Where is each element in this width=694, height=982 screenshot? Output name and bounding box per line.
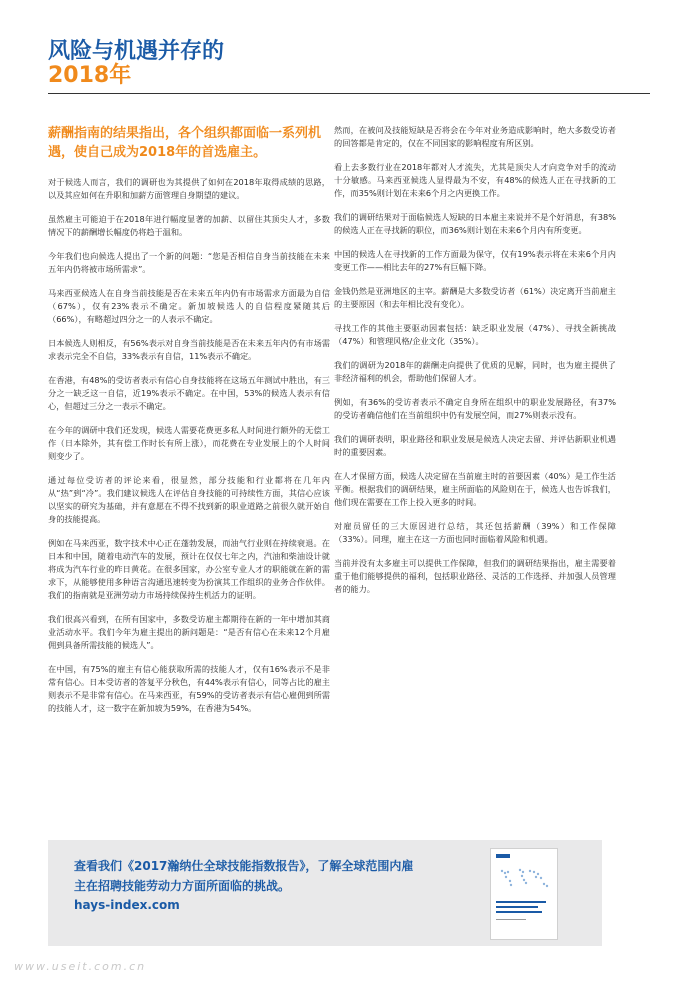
body-paragraph: 例如，有36%的受访者表示不确定自身所在组织中的职业发展路径，有37%的受访者确信他们在当前组织中仍有发展空间，而27%则表示没有。 xyxy=(334,397,616,420)
page-title xyxy=(48,40,224,88)
body-paragraph: 对于候选人而言，我们的调研也为其提供了如何在2018年取得成绩的思路，以及其应如何在升职和加薪方面管理自身期望的建议。 xyxy=(48,177,330,200)
title-line-2: 2018年 xyxy=(48,63,132,88)
body-paragraph: 我们的调研表明，职业路径和职业发展是候选人决定去留、并评估新职业机遇时的重要因素。 xyxy=(334,434,616,457)
body-paragraph: 然而，在被问及技能短缺是否将会在今年对业务造成影响时，绝大多数受访者的回答都是肯定的，仅在不同国家的影响程度有所区别。 xyxy=(334,125,616,148)
report-title-line xyxy=(496,906,538,908)
body-paragraph: 在香港，有48%的受访者表示有信心自身技能将在这场五年测试中胜出，有三分之一缺乏这一自信，近19%表示不确定。在中国，53%的候选人表示有信心，但超过三分之一表示不确定。 xyxy=(48,375,330,411)
body-paragraph: 我们的调研结果对于面临候选人短缺的日本雇主来说并不是个好消息，有38%的候选人正在寻找新的职位，而36%则计划在未来6个月内有所变更。 xyxy=(334,212,616,235)
report-subtitle-line xyxy=(496,919,526,920)
body-paragraph: 金钱仍然是亚洲地区的主宰。薪酬是大多数受访者（61%）决定离开当前雇主的主要原因（和去年相比没有变化）。 xyxy=(334,286,616,309)
body-paragraph: 在人才保留方面，候选人决定留在当前雇主时的首要因素（40%）是工作生活平衡。根据我们的调研结果，雇主所面临的风险则在于，候选人也告诉我们，他们现在需要在工作上投入更多的时间。 xyxy=(334,471,616,507)
body-paragraph: 寻找工作的其他主要驱动因素包括：缺乏职业发展（47%）、寻找全新挑战（47%）和管理风格/企业文化（35%）。 xyxy=(334,323,616,346)
body-paragraph: 在今年的调研中我们还发现，候选人需要花费更多私人时间进行额外的无偿工作（日本除外，其有偿工作时长有所上涨），而花费在专业发展上的个人时间则变少了。 xyxy=(48,425,330,461)
lead-paragraph: 薪酬指南的结果指出，各个组织都面临一系列机遇，使自己成为2018年的首选雇主。 xyxy=(48,126,322,160)
body-paragraph: 当前并没有太多雇主可以提供工作保障，但我们的调研结果指出，雇主需要着重于他们能够提供的福利，包括职业路径、灵活的工作选择、并加强人员管理者的能力。 xyxy=(334,558,616,594)
body-paragraph: 我们很高兴看到，在所有国家中，多数受访雇主都期待在新的一年中增加其商业活动水平。我们今年为雇主提出的新问题是：“是否有信心在未来12个月雇佣到具备所需技能的候选人”。 xyxy=(48,614,330,650)
world-map-graphic xyxy=(496,863,552,893)
body-paragraph: 对雇员留任的三大原因进行总结，其还包括薪酬（39%）和工作保障（33%）。同理，雇主在这一方面也同时面临着风险和机遇。 xyxy=(334,521,616,544)
body-paragraph: 通过每位受访者的评论来看，很显然，部分技能和行业都将在几年内从“热”到“冷”。我们建议候选人在评估自身技能的可持续性方面，其信心应该以坚实的研究为基础，并有意愿在不得不找到新的职业道路之前很久就开始自身的技能提高。 xyxy=(48,475,330,524)
right-column xyxy=(334,124,616,607)
body-paragraph: 我们的调研为2018年的薪酬走向提供了优质的见解，同时，也为雇主提供了非经济福利的机会，帮助他们保留人才。 xyxy=(334,360,616,383)
watermark: www.useit.com.cn xyxy=(14,960,147,973)
body-paragraph: 看上去多数行业在2018年都对人才流失，尤其是顶尖人才向竞争对手的流动十分敏感。马来西亚候选人显得最为不安，有48%的候选人正在寻找新的工作，而35%则计划在未来6个月之内更换工作。 xyxy=(334,162,616,198)
report-logo xyxy=(496,854,510,858)
promo-box xyxy=(48,840,602,946)
report-title-line xyxy=(496,901,546,903)
body-paragraph: 中国的候选人在寻找新的工作方面最为保守，仅有19%表示将在未来6个月内变更工作——相比去年的27%有巨幅下降。 xyxy=(334,249,616,272)
body-paragraph: 在中国，有75%的雇主有信心能获取所需的技能人才，仅有16%表示不是非常有信心。日本受访者的答复平分秋色，有44%表示有信心，同等占比的雇主则表示不是非常有信心。在马来西亚，有59%的受访者表示有信心雇佣到所需的技能人才，这一数字在新加坡为59%，在香港为54%。 xyxy=(48,664,330,713)
body-paragraph: 今年我们也向候选人提出了一个新的问题：“您是否相信自身当前技能在未来五年内仍将被市场所需求”。 xyxy=(48,251,330,274)
body-paragraph: 日本候选人则相反，有56%表示对自身当前技能是否在未来五年内仍有市场需求表示完全不自信，33%表示有自信，11%表示不确定。 xyxy=(48,338,330,361)
promo-text: 查看我们《2017瀚纳仕全球技能指数报告》，了解全球范围内雇主在招聘技能劳动力方面所面临的挑战。 xyxy=(74,859,414,893)
body-paragraph: 虽然雇主可能迫于在2018年进行幅度显著的加薪、以留住其顶尖人才，多数情况下的薪酬增长幅度仍将趋于温和。 xyxy=(48,214,330,237)
report-cover-image xyxy=(490,848,558,940)
left-column xyxy=(48,124,330,726)
body-paragraph: 例如在马来西亚，数字技术中心正在蓬勃发展，而油气行业则在持续衰退。在日本和中国，随着电动汽车的发展，预计在仅仅七年之内，汽油和柴油设计就将成为汽车行业的昨日黄花。在很多国家，办公室专业人才的职能就在新的需求下，从能够使用多种语言沟通迅速转变为扮演其工作组织的业务合作伙伴。我们的指南就是亚洲劳动力市场持续保持生机活力的证明。 xyxy=(48,538,330,600)
report-title-line xyxy=(496,911,542,913)
title-line-1: 风险与机遇并存的 xyxy=(48,39,225,64)
title-divider xyxy=(48,93,650,94)
promo-link[interactable]: hays-index.com xyxy=(74,898,180,912)
body-paragraph: 马来西亚候选人在自身当前技能是否在未来五年内仍有市场需求方面最为自信（67%），仅有23%表示不确定。新加坡候选人的自信程度紧随其后（66%），有略超过四分之一的人表示不确定。 xyxy=(48,288,330,324)
